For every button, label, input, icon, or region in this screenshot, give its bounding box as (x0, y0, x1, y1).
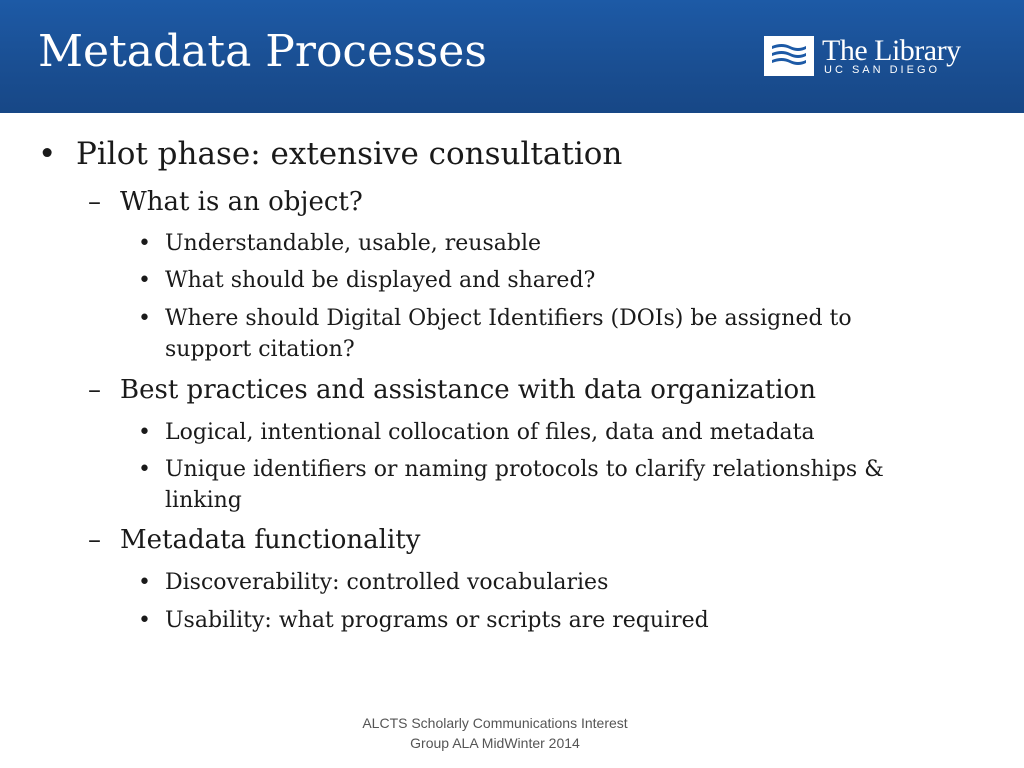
list-item-continuation: support citation? (165, 337, 355, 362)
list-item-text: Discoverability: controlled vocabularies (165, 570, 609, 595)
slide-title: Metadata Processes (38, 26, 487, 77)
bullet-dot: • (138, 306, 151, 331)
library-logo (764, 36, 984, 78)
bullet-text: Pilot phase: extensive consultation (76, 136, 623, 172)
bullet-dot: • (138, 231, 151, 256)
dash-bullet: – (88, 187, 101, 217)
logo-icon (764, 36, 814, 76)
dash-bullet: – (88, 375, 101, 405)
list-item-text: Where should Digital Object Identifiers (DOIs) be assigned to (165, 306, 852, 331)
subbullet-text: What is an object? (120, 187, 363, 217)
list-item-text: Logical, intentional collocation of files, data and metadata (165, 420, 815, 445)
logo-subtitle: UC SAN DIEGO (824, 64, 941, 76)
subbullet-text: Best practices and assistance with data organization (120, 375, 816, 405)
slide-header (0, 0, 1024, 113)
footer-line-1: ALCTS Scholarly Communications Interest (362, 715, 628, 731)
list-item-continuation: linking (165, 488, 242, 513)
list-item-text: Understandable, usable, reusable (165, 231, 542, 256)
bullet-dot: • (138, 268, 151, 293)
subbullet-text: Metadata functionality (120, 525, 421, 555)
list-item-text: Usability: what programs or scripts are required (165, 608, 709, 633)
footer-line-2: Group ALA MidWinter 2014 (410, 735, 580, 751)
bullet-dot: • (138, 570, 151, 595)
bullet-dot: • (38, 136, 57, 172)
list-item-text: Unique identifiers or naming protocols to clarify relationships & (165, 457, 884, 482)
slide-footer (320, 713, 670, 753)
list-item-text: What should be displayed and shared? (165, 268, 596, 293)
bullet-dot: • (138, 420, 151, 445)
logo-wordmark: The Library (822, 34, 961, 67)
bullet-dot: • (138, 608, 151, 633)
bullet-dot: • (138, 457, 151, 482)
dash-bullet: – (88, 525, 101, 555)
